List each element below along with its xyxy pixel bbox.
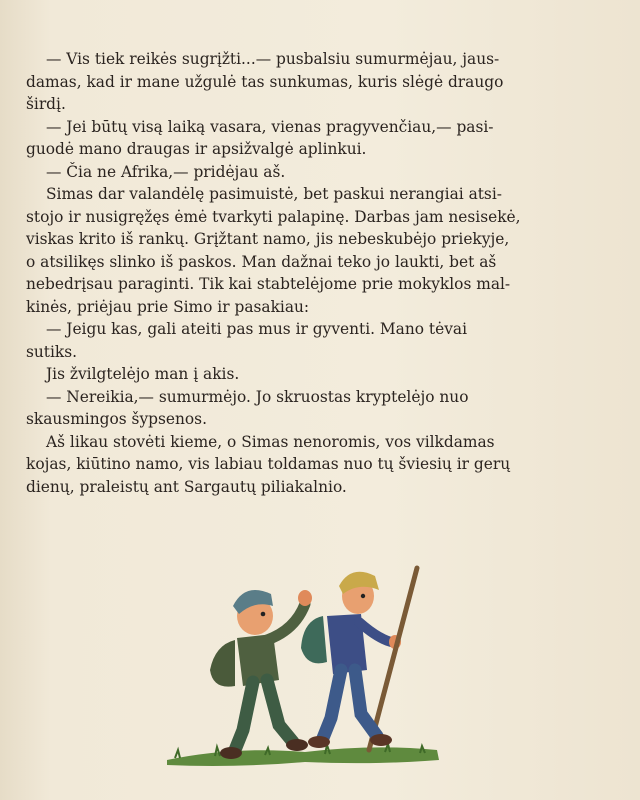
text-line: guodė mano draugas ir apsižvalgė aplinkui.: [26, 140, 367, 158]
text-line: širdį.: [26, 95, 66, 113]
text-line: Jis žvilgtelėjo man į akis.: [46, 365, 240, 383]
paragraph: [26, 318, 586, 363]
text-line: kinės, priėjau prie Simo ir pasakiau:: [26, 297, 310, 316]
text-line: Aš likau stovėti kieme, o Simas nenoromis, vos vilkdamas: [46, 432, 495, 451]
text-line: — Jeigu kas, gali ateiti pas mus ir gyventi. Mano tėvai: [46, 320, 468, 338]
paragraph: [26, 48, 586, 116]
text-line: sutiks.: [26, 342, 78, 361]
text-line: — Jei būtų visą laiką vasara, vienas pragyvenčiau,— pasi-: [46, 117, 494, 136]
text-line: kojas, kiūtino namo, vis labiau toldamas nuo tų šviesių ir gerų: [26, 455, 511, 473]
text-line: Simas dar valandėlę pasimuistė, bet paskui nerangiai atsi-: [46, 185, 502, 203]
paragraph: [26, 161, 586, 184]
two-boys-hiking-illustration: [155, 560, 455, 775]
text-line: stojo ir nusigręžęs ėmė tvarkyti palapinę. Darbas jam nesisekė,: [26, 207, 521, 226]
text-line: damas, kad ir mane užgulė tas sunkumas, kuris slėgė draugo: [26, 72, 504, 91]
page-text: [26, 48, 586, 498]
paragraph: [26, 183, 586, 318]
paragraph: [26, 386, 586, 431]
text-line: — Nereikia,— sumurmėjo. Jo skruostas kryptelėjo nuo: [46, 387, 469, 406]
text-line: skausmingos šypsenos.: [26, 410, 207, 428]
paragraph: [26, 363, 586, 386]
paragraph: [26, 431, 586, 499]
paragraph: [26, 116, 586, 161]
text-line: — Čia ne Afrika,— pridėjau aš.: [46, 162, 286, 181]
text-line: dienų, praleistų ant Sargautų piliakalnio.: [26, 477, 347, 496]
text-line: nebedrįsau paraginti. Tik kai stabtelėjome prie mokyklos mal-: [26, 275, 511, 293]
text-line: — Vis tiek reikės sugrįžti...— pusbalsiu sumurmėjau, jaus-: [46, 50, 500, 68]
text-line: viskas krito iš rankų. Grįžtant namo, jis nebeskubėjo priekyje,: [26, 230, 510, 248]
text-line: o atsilikęs slinko iš paskos. Man dažnai teko jo laukti, bet aš: [26, 252, 497, 271]
